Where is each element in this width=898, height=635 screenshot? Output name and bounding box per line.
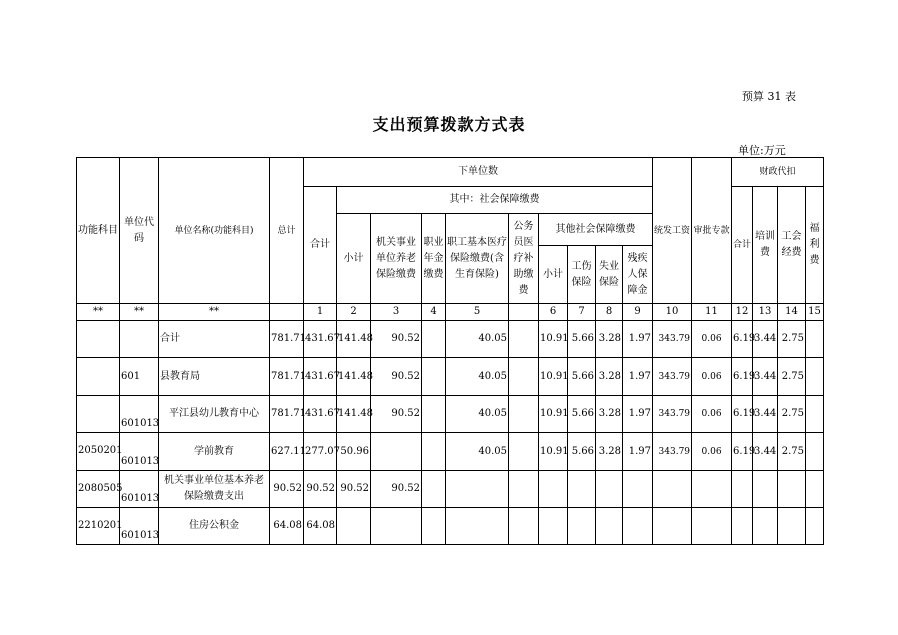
medical-cell: 40.05: [446, 433, 509, 471]
ss-subtotal-cell: 90.52: [337, 471, 371, 508]
index-cell: 5: [446, 304, 509, 321]
sum-cell: 277.07: [304, 433, 337, 471]
civil-medical-cell: [509, 508, 539, 545]
pension-cell: 90.52: [371, 321, 422, 358]
total-cell: 64.08: [270, 508, 304, 545]
header-injury: 工伤保险: [568, 246, 596, 304]
medical-cell: 40.05: [446, 396, 509, 433]
unemployment-cell: [596, 508, 623, 545]
union-cell: 2.75: [778, 358, 806, 396]
func-code-cell: [77, 321, 120, 358]
index-cell: 1: [304, 304, 337, 321]
ss-subtotal-cell: [337, 508, 371, 545]
pension-cell: [371, 433, 422, 471]
table-row: [77, 433, 824, 471]
injury-cell: 5.66: [568, 396, 596, 433]
unit-code-cell: 601013: [120, 433, 159, 471]
welfare-cell: [806, 508, 824, 545]
sum-cell: 431.67: [304, 396, 337, 433]
wage-cell: 343.79: [653, 433, 692, 471]
index-cell: 3: [371, 304, 422, 321]
medical-cell: 40.05: [446, 358, 509, 396]
injury-cell: [568, 471, 596, 508]
sum-cell: 431.67: [304, 321, 337, 358]
union-cell: [778, 508, 806, 545]
sum-cell: 90.52: [304, 471, 337, 508]
fd-total-cell: [732, 508, 753, 545]
index-cell: 12: [732, 304, 753, 321]
unit-code-cell: 601013: [120, 471, 159, 508]
injury-cell: 5.66: [568, 358, 596, 396]
unemployment-cell: 3.28: [596, 433, 623, 471]
civil-medical-cell: [509, 396, 539, 433]
header-union: 工会经费: [778, 187, 806, 304]
header-other-subtotal: 小计: [539, 246, 568, 304]
header-fd-total: 合计: [732, 187, 753, 304]
index-cell: 4: [422, 304, 446, 321]
header-approval: 审批专款: [692, 158, 732, 304]
wage-cell: [653, 508, 692, 545]
header-civil-medical: 公务员医疗补助缴费: [509, 214, 539, 304]
table-row: [77, 321, 824, 358]
welfare-cell: [806, 471, 824, 508]
unemployment-cell: 3.28: [596, 358, 623, 396]
wage-cell: 343.79: [653, 358, 692, 396]
header-ss-subtotal: 小计: [337, 214, 371, 304]
table-row: [77, 471, 824, 508]
document-number: 预算 31 表: [742, 90, 796, 103]
total-cell: 781.71: [270, 358, 304, 396]
training-cell: 3.44: [753, 321, 778, 358]
unit-name-cell: 合计: [159, 321, 270, 358]
approval-cell: 0.06: [692, 396, 732, 433]
other-ss-cell: 10.91: [539, 321, 568, 358]
other-ss-cell: 10.91: [539, 358, 568, 396]
header-subtotal-total: 合计: [304, 187, 337, 304]
unemployment-cell: 3.28: [596, 396, 623, 433]
sum-cell: 64.08: [304, 508, 337, 545]
index-cell: 7: [568, 304, 596, 321]
index-cell: 8: [596, 304, 623, 321]
budget-table: [76, 157, 824, 545]
annuity-cell: [422, 471, 446, 508]
header-pension: 机关事业单位养老保险缴费: [371, 214, 422, 304]
welfare-cell: [806, 321, 824, 358]
sum-cell: 431.67: [304, 358, 337, 396]
index-cell: 14: [778, 304, 806, 321]
fd-total-cell: 6.19: [732, 358, 753, 396]
unit-code-cell: 601: [120, 358, 159, 396]
disability-cell: 1.97: [623, 358, 653, 396]
union-cell: 2.75: [778, 321, 806, 358]
welfare-cell: [806, 358, 824, 396]
union-cell: 2.75: [778, 396, 806, 433]
pension-cell: 90.52: [371, 396, 422, 433]
injury-cell: 5.66: [568, 433, 596, 471]
header-other-ss: 其他社会保障缴费: [539, 214, 653, 246]
header-unified-wage: 统发工资: [653, 158, 692, 304]
header-lower-units: 下单位数: [304, 158, 653, 187]
training-cell: [753, 471, 778, 508]
func-code-cell: 2080505: [77, 471, 120, 508]
index-cell: 2: [337, 304, 371, 321]
training-cell: 3.44: [753, 433, 778, 471]
func-code-cell: [77, 358, 120, 396]
wage-cell: 343.79: [653, 396, 692, 433]
unit-name-cell: 住房公积金: [159, 508, 270, 545]
table-row: [77, 396, 824, 433]
medical-cell: [446, 471, 509, 508]
header-medical: 职工基本医疗保险缴费(含生育保险): [446, 214, 509, 304]
fd-total-cell: [732, 471, 753, 508]
index-cell: **: [77, 304, 120, 321]
annuity-cell: [422, 508, 446, 545]
welfare-cell: [806, 396, 824, 433]
training-cell: 3.44: [753, 396, 778, 433]
header-annuity: 职业年金缴费: [422, 214, 446, 304]
header-func-code: 功能科目: [77, 158, 120, 304]
func-code-cell: 2210201: [77, 508, 120, 545]
header-unit-name: 单位名称(功能科目): [159, 158, 270, 304]
pension-cell: 90.52: [371, 358, 422, 396]
approval-cell: [692, 471, 732, 508]
injury-cell: 5.66: [568, 321, 596, 358]
other-ss-cell: 10.91: [539, 396, 568, 433]
header-unit-code: 单位代码: [120, 158, 159, 304]
ss-subtotal-cell: 50.96: [337, 433, 371, 471]
medical-cell: [446, 508, 509, 545]
wage-cell: [653, 471, 692, 508]
injury-cell: [568, 508, 596, 545]
wage-cell: 343.79: [653, 321, 692, 358]
page-title: 支出预算拨款方式表: [372, 115, 526, 134]
index-cell: **: [120, 304, 159, 321]
header-fiscal-deduction: 财政代扣: [732, 158, 824, 187]
civil-medical-cell: [509, 321, 539, 358]
header-unemployment: 失业保险: [596, 246, 623, 304]
civil-medical-cell: [509, 471, 539, 508]
header-training: 培训费: [753, 187, 778, 304]
index-cell: [270, 304, 304, 321]
index-cell: 11: [692, 304, 732, 321]
disability-cell: [623, 471, 653, 508]
unit-code-cell: [120, 321, 159, 358]
disability-cell: 1.97: [623, 433, 653, 471]
total-cell: 781.71: [270, 321, 304, 358]
annuity-cell: [422, 321, 446, 358]
fd-total-cell: 6.19: [732, 321, 753, 358]
other-ss-cell: [539, 471, 568, 508]
index-cell: 10: [653, 304, 692, 321]
index-cell: 15: [806, 304, 824, 321]
annuity-cell: [422, 358, 446, 396]
fd-total-cell: 6.19: [732, 396, 753, 433]
civil-medical-cell: [509, 358, 539, 396]
pension-cell: [371, 508, 422, 545]
disability-cell: [623, 508, 653, 545]
unit-code-cell: 601013: [120, 508, 159, 545]
total-cell: 627.11: [270, 433, 304, 471]
approval-cell: [692, 508, 732, 545]
func-code-cell: [77, 396, 120, 433]
approval-cell: 0.06: [692, 321, 732, 358]
union-cell: [778, 471, 806, 508]
unit-name-cell: 机关事业单位基本养老保险缴费支出: [159, 471, 270, 508]
unit-label: 单位:万元: [738, 144, 786, 157]
welfare-cell: [806, 433, 824, 471]
annuity-cell: [422, 433, 446, 471]
civil-medical-cell: [509, 433, 539, 471]
ss-subtotal-cell: 141.48: [337, 396, 371, 433]
header-social-security: 其中：社会保障缴费: [337, 187, 653, 214]
training-cell: [753, 508, 778, 545]
index-cell: **: [159, 304, 270, 321]
approval-cell: 0.06: [692, 433, 732, 471]
unit-name-cell: 学前教育: [159, 433, 270, 471]
unit-code-cell: 601013: [120, 396, 159, 433]
header-total: 总计: [270, 158, 304, 304]
index-cell: 6: [539, 304, 568, 321]
table-row: [77, 508, 824, 545]
fd-total-cell: 6.19: [732, 433, 753, 471]
ss-subtotal-cell: 141.48: [337, 321, 371, 358]
index-cell: 9: [623, 304, 653, 321]
unit-name-cell: 县教育局: [159, 358, 270, 396]
func-code-cell: 2050201: [77, 433, 120, 471]
union-cell: 2.75: [778, 433, 806, 471]
unit-name-cell: 平江县幼儿教育中心: [159, 396, 270, 433]
annuity-cell: [422, 396, 446, 433]
unemployment-cell: [596, 471, 623, 508]
pension-cell: 90.52: [371, 471, 422, 508]
other-ss-cell: 10.91: [539, 433, 568, 471]
medical-cell: 40.05: [446, 321, 509, 358]
disability-cell: 1.97: [623, 396, 653, 433]
header-disability: 残疾人保障金: [623, 246, 653, 304]
total-cell: 781.71: [270, 396, 304, 433]
approval-cell: 0.06: [692, 358, 732, 396]
index-cell: [509, 304, 539, 321]
ss-subtotal-cell: 141.48: [337, 358, 371, 396]
unemployment-cell: 3.28: [596, 321, 623, 358]
other-ss-cell: [539, 508, 568, 545]
table-row: [77, 358, 824, 396]
header-welfare: 福利费: [806, 187, 824, 304]
total-cell: 90.52: [270, 471, 304, 508]
disability-cell: 1.97: [623, 321, 653, 358]
index-cell: 13: [753, 304, 778, 321]
training-cell: 3.44: [753, 358, 778, 396]
